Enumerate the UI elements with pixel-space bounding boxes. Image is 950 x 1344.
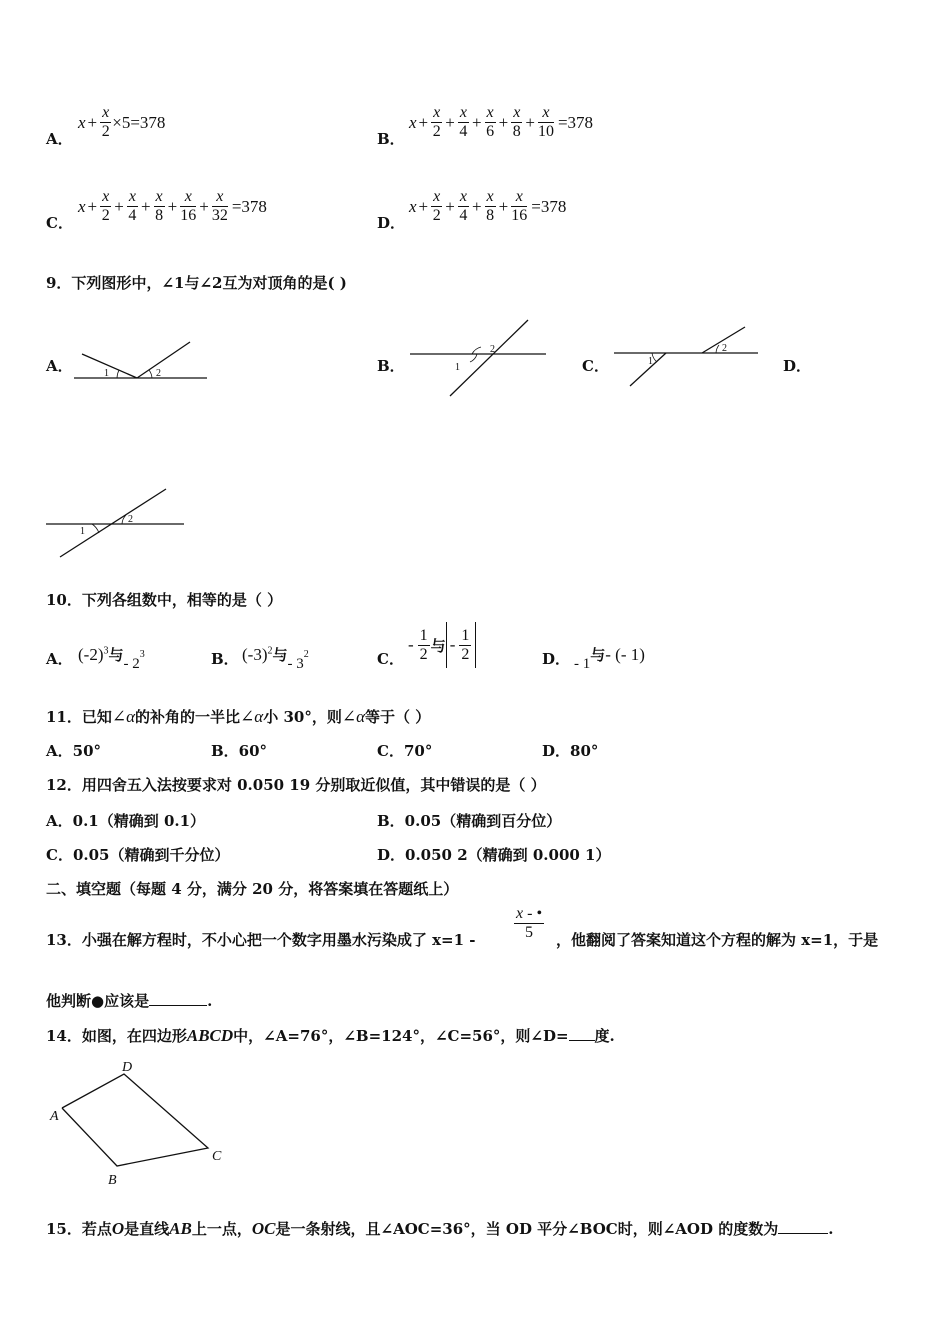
svg-text:1: 1 [80,526,85,537]
q12-option-a: A．0.1（精确到 0.1） [46,812,206,830]
q10-option-c-expr: - $\frac{1}{2}$ 与 - $\frac{1}{2}$ [408,622,476,668]
q8-option-a-equation: x + $\frac{x}{2}$ ×5 =378 [78,104,166,140]
fraction: $\frac{x}{8}$ [155,188,164,224]
answer-blank [569,1040,595,1041]
q9-figure-a [72,338,212,408]
q10-option-b-label: B． [211,650,239,668]
fraction: $\frac{x}{2}$ [432,188,441,224]
svg-text:A: A [50,1109,59,1124]
svg-text:2: 2 [156,368,161,379]
q11-option-d: D．80° [542,742,599,760]
q12-option-d: D．0.050 2（精确到 0.000 1） [377,846,611,864]
var-x: x [78,196,86,216]
svg-text:C: C [212,1149,222,1164]
svg-text:2: 2 [128,514,133,525]
q10-option-a-expr: $(-2)^3$与- $2^3$ [78,645,145,672]
fraction: $\frac{x}{6}$ [486,104,495,140]
q14-quadrilateral [44,1056,244,1186]
fraction: $\frac{x}{2}$ [101,104,110,140]
var-x: x [78,112,86,132]
fraction: $\frac{x}{4}$ [128,188,137,224]
q9-stem: 9．下列图形中，∠1与∠2互为对顶角的是( ) [46,274,347,292]
q11-stem: 11．已知∠α的补角的一半比∠α小 30°，则∠α等于（ ） [46,707,431,726]
fraction: $\frac{x}{10}$ [537,104,554,140]
q11-option-c: C．70° [377,742,433,760]
fraction: $\frac{x}{16}$ [180,188,197,224]
var-x: x [409,196,417,216]
answer-blank [149,1005,207,1006]
q9-option-b-label: B． [377,357,405,375]
q8-option-b-equation: x + $\frac{x}{2}$ + $\frac{x}{4}$ + $\frac{x}{6}$ + $\frac{x}{8}$ + $\frac{x}{10}$ =378 [409,104,594,140]
q13-line2: 他判断●应该是 . [46,992,213,1010]
svg-text:1: 1 [104,368,109,379]
option-d-label: D． [377,214,406,232]
fraction: $\frac{x}{4}$ [459,104,468,140]
fraction: $\frac{x}{4}$ [459,188,468,224]
q9-option-d-label: D． [783,357,812,375]
svg-text:2: 2 [722,343,727,354]
q12-stem: 12．用四舍五入法按要求对 0.050 19 分别取近似值，其中错误的是（ ） [46,776,546,794]
q13-stem-b: ，他翻阅了答案知道这个方程的解为 x=1，于是 [556,931,879,949]
q8-option-d-equation: x + $\frac{x}{2}$ + $\frac{x}{4}$ + $\frac{x}{8}$ + $\frac{x}{16}$ =378 [409,188,567,224]
fraction: $\frac{x}{32}$ [211,188,228,224]
fraction: $\frac{x}{8}$ [512,104,521,140]
q8-option-c-equation: x + $\frac{x}{2}$ + $\frac{x}{4}$ + $\frac{x}{8}$ + $\frac{x}{16}$ + $\frac{x}{32}$ =378 [78,188,267,224]
section-heading: 二、填空题（每题 4 分，满分 20 分，将答案填在答题纸上） [46,880,459,898]
q10-option-d-label: D． [542,650,571,668]
fraction: $\frac{x}{2}$ [101,188,110,224]
q9-option-a-label: A． [46,357,73,375]
q11-option-a: A．50° [46,742,102,760]
q12-option-b: B．0.05（精确到百分位） [377,812,562,830]
svg-text:1: 1 [648,356,653,367]
answer-blank [778,1233,828,1234]
q12-option-c: C．0.05（精确到千分位） [46,846,230,864]
q9-figure-d [44,486,189,561]
q9-figure-c [612,322,762,392]
svg-text:B: B [108,1173,117,1188]
q10-option-d-expr: - 1与- (- 1) [574,645,645,672]
q10-option-a-label: A． [46,650,73,668]
q13-fraction: $\frac{x - •}{5}$ [516,905,543,941]
option-a-label: A． [46,130,73,148]
q14-stem: 14．如图，在四边形ABCD中，∠A=76°，∠B=124°，∠C=56°，则∠D= 度. [46,1026,615,1045]
q10-option-b-expr: $(-3)^2$与- $3^2$ [242,645,309,672]
fraction: $\frac{x}{16}$ [511,188,528,224]
option-c-label: C． [46,214,73,232]
svg-text:D: D [122,1060,133,1075]
var-x: x [409,112,417,132]
svg-text:1: 1 [455,362,460,373]
fraction: $\frac{x}{2}$ [432,104,441,140]
q15-stem: 15．若点O是直线AB上一点，OC是一条射线，且∠AOC=36°，当 OD 平分∠BOC时，则∠AOD 的度数为 . [46,1219,834,1238]
svg-text:2: 2 [490,344,495,355]
q11-option-b: B．60° [211,742,268,760]
option-b-label: B． [377,130,405,148]
fraction: $\frac{x}{8}$ [486,188,495,224]
q9-option-c-label: C． [582,357,609,375]
q10-stem: 10．下列各组数中，相等的是（ ） [46,591,283,609]
q13-stem-a: 13．小强在解方程时，不小心把一个数字用墨水污染成了 x=1 - [46,931,476,949]
q10-option-c-label: C． [377,650,404,668]
q9-figure-b [410,318,550,398]
